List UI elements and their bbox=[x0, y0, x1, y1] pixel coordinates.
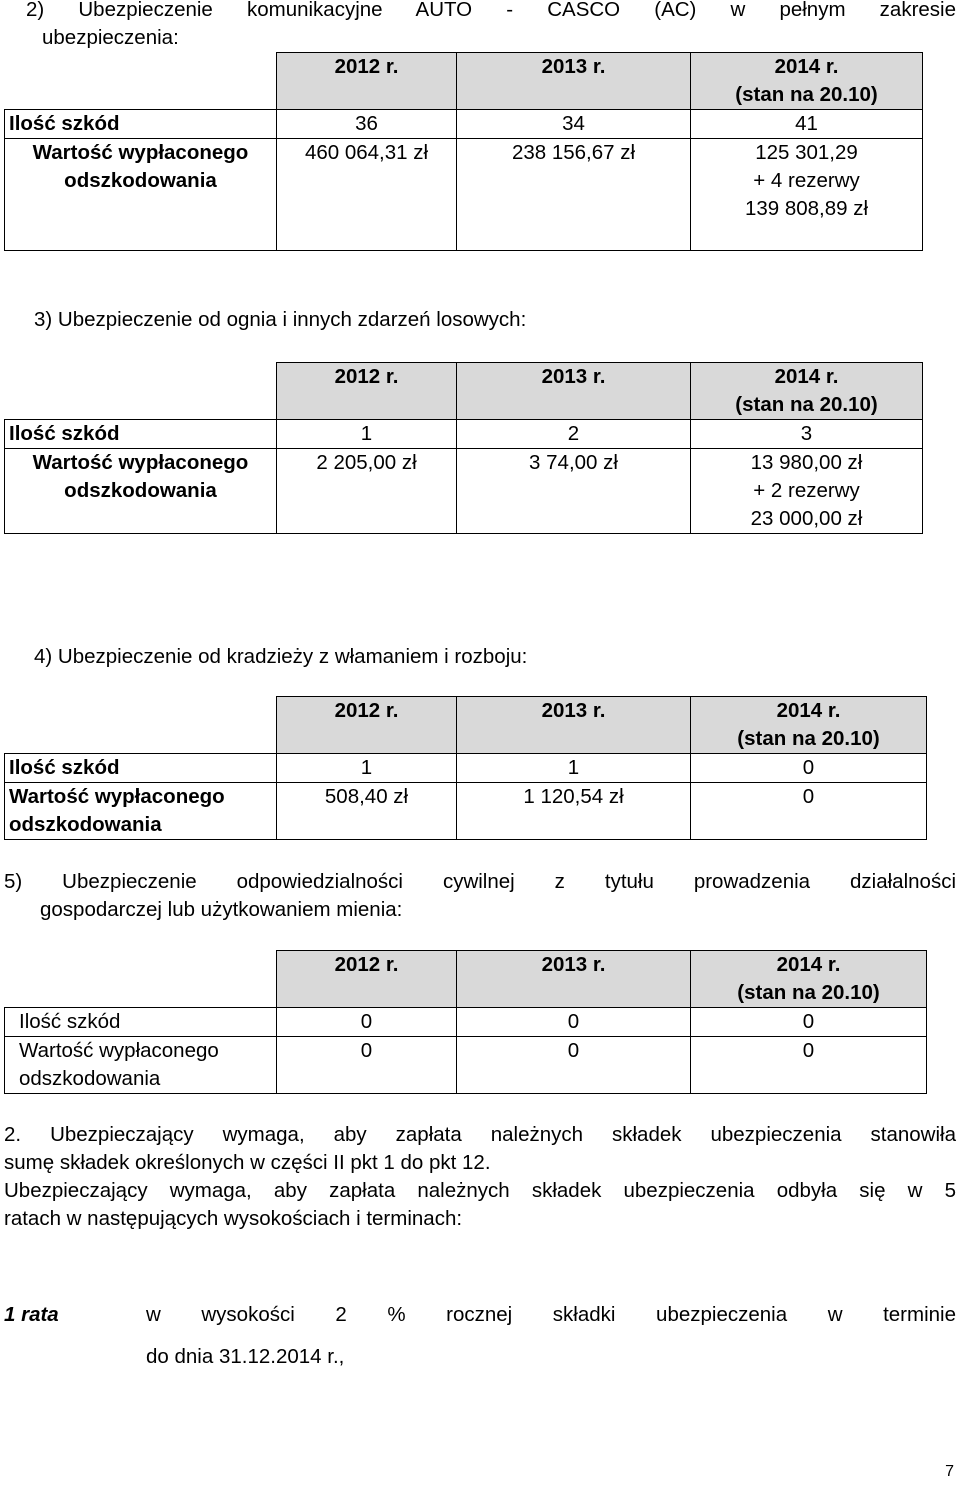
section4-heading: 4) Ubezpieczenie od kradzieży z włamaniem i rozboju: bbox=[34, 645, 528, 668]
cell-value: 1 120,54 zł bbox=[457, 783, 691, 840]
year-2012: 2012 r. bbox=[277, 363, 457, 420]
section2-table bbox=[4, 52, 923, 251]
year-2013: 2013 r. bbox=[457, 697, 691, 754]
year-2012: 2012 r. bbox=[277, 53, 457, 110]
year-2014: 2014 r. (stan na 20.10) bbox=[691, 697, 927, 754]
cell-value: 508,40 zł bbox=[277, 783, 457, 840]
cell-value: 0 bbox=[457, 1008, 691, 1037]
row-label-claims-count: Ilość szkód bbox=[5, 110, 277, 139]
point2-paragraph2-line2: ratach w następujących wysokościach i terminach: bbox=[4, 1207, 463, 1230]
section2-heading-line2: ubezpieczenia: bbox=[42, 26, 179, 49]
cell-value: 0 bbox=[691, 754, 927, 783]
year-2014: 2014 r. (stan na 20.10) bbox=[691, 363, 923, 420]
section2-heading-line1: 2) Ubezpieczenie komunikacyjne AUTO - CASCO (AC) w pełnym zakresie bbox=[26, 0, 956, 21]
section3-table bbox=[4, 362, 923, 534]
year-2013: 2013 r. bbox=[457, 53, 691, 110]
rata1-text-line1: w wysokości 2 % rocznej składki ubezpieczenia w terminie bbox=[146, 1303, 956, 1326]
cell-value: 0 bbox=[277, 1008, 457, 1037]
point2-paragraph1-line1: 2. Ubezpieczający wymaga, aby zapłata należnych składek ubezpieczenia stanowiła bbox=[4, 1123, 956, 1146]
row-label-compensation: Wartość wypłaconego odszkodowania bbox=[5, 1037, 277, 1094]
cell-value: 2 bbox=[457, 420, 691, 449]
section5-heading-line1: 5) Ubezpieczenie odpowiedzialności cywilnej z tytułu prowadzenia działalności bbox=[4, 870, 956, 893]
cell-value: 1 bbox=[277, 754, 457, 783]
row-label-claims-count: Ilość szkód bbox=[5, 1008, 277, 1037]
cell-value: 460 064,31 zł bbox=[277, 139, 457, 251]
section4-table bbox=[4, 696, 927, 840]
cell-value: 34 bbox=[457, 110, 691, 139]
year-2014: 2014 r. (stan na 20.10) bbox=[691, 951, 927, 1008]
section5-heading-line2: gospodarczej lub użytkowaniem mienia: bbox=[40, 898, 403, 921]
cell-value: 0 bbox=[457, 1037, 691, 1094]
rata1-label: 1 rata bbox=[4, 1303, 59, 1326]
cell-value: 2 205,00 zł bbox=[277, 449, 457, 534]
cell-value: 36 bbox=[277, 110, 457, 139]
row-label-compensation: Wartość wypłaconego odszkodowania bbox=[5, 783, 277, 840]
cell-value: 0 bbox=[691, 1008, 927, 1037]
year-2012: 2012 r. bbox=[277, 697, 457, 754]
year-2012: 2012 r. bbox=[277, 951, 457, 1008]
section3-heading: 3) Ubezpieczenie od ognia i innych zdarzeń losowych: bbox=[34, 308, 527, 331]
row-label-claims-count: Ilość szkód bbox=[5, 754, 277, 783]
cell-value: 41 bbox=[691, 110, 923, 139]
cell-value: 0 bbox=[277, 1037, 457, 1094]
rata1-text-line2: do dnia 31.12.2014 r., bbox=[146, 1345, 345, 1368]
cell-value: 3 bbox=[691, 420, 923, 449]
cell-value: 238 156,67 zł bbox=[457, 139, 691, 251]
cell-value: 0 bbox=[691, 783, 927, 840]
year-2013: 2013 r. bbox=[457, 363, 691, 420]
page-number: 7 bbox=[945, 1463, 954, 1480]
row-label-compensation: Wartość wypłaconego odszkodowania bbox=[5, 139, 277, 251]
year-2013: 2013 r. bbox=[457, 951, 691, 1008]
cell-value: 125 301,29 + 4 rezerwy 139 808,89 zł bbox=[691, 139, 923, 251]
cell-value: 3 74,00 zł bbox=[457, 449, 691, 534]
point2-paragraph1-line2: sumę składek określonych w części II pkt 1 do pkt 12. bbox=[4, 1151, 491, 1174]
row-label-compensation: Wartość wypłaconego odszkodowania bbox=[5, 449, 277, 534]
cell-value: 1 bbox=[277, 420, 457, 449]
row-label-claims-count: Ilość szkód bbox=[5, 420, 277, 449]
cell-value: 0 bbox=[691, 1037, 927, 1094]
year-2014: 2014 r. (stan na 20.10) bbox=[691, 53, 923, 110]
section5-table bbox=[4, 950, 927, 1094]
point2-paragraph2-line1: Ubezpieczający wymaga, aby zapłata należnych składek ubezpieczenia odbyła się w 5 bbox=[4, 1179, 956, 1202]
cell-value: 13 980,00 zł + 2 rezerwy 23 000,00 zł bbox=[691, 449, 923, 534]
cell-value: 1 bbox=[457, 754, 691, 783]
